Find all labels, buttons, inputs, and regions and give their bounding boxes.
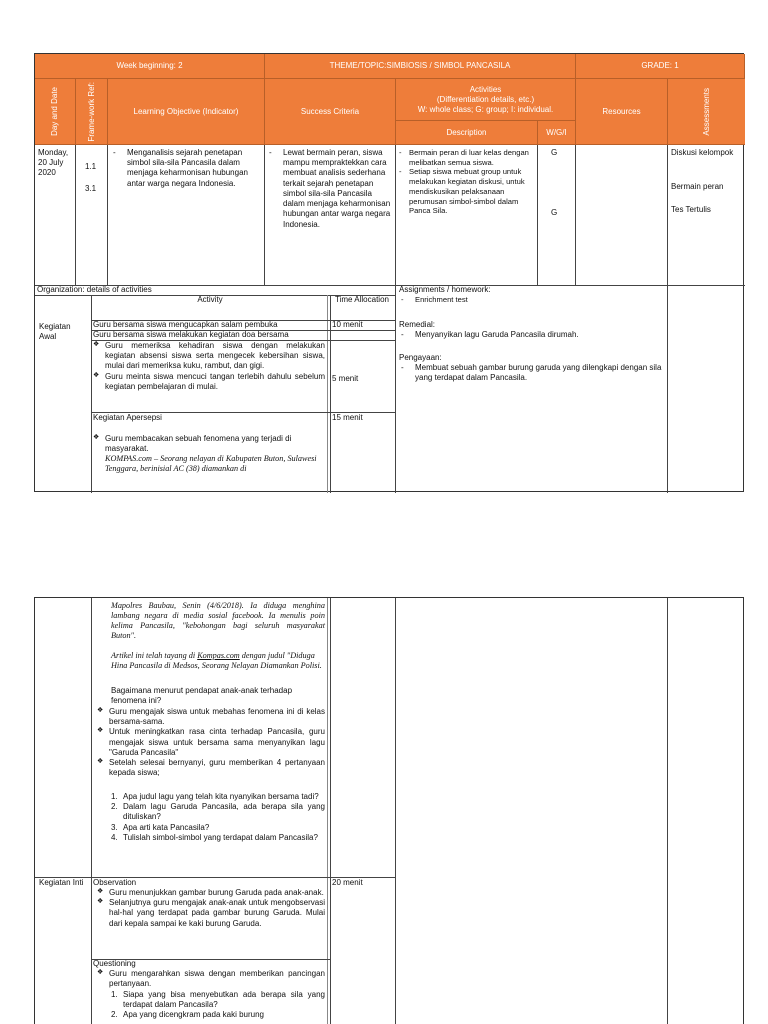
lesson-plan-table-page-1 bbox=[34, 53, 744, 492]
questioning-label: Questioning bbox=[93, 959, 136, 968]
apersepsi-time: 15 menit bbox=[332, 413, 363, 422]
day-date-header bbox=[35, 79, 76, 145]
grade-header bbox=[576, 54, 745, 79]
learning-objective-text: Learning Objective (Indicator) bbox=[133, 106, 239, 116]
assignments-list bbox=[399, 295, 664, 305]
assessment-item-2: Bermain peran bbox=[671, 182, 724, 191]
apersepsi-label: Kegiatan Apersepsi bbox=[93, 413, 162, 422]
kompas-link[interactable]: Kompas.com bbox=[197, 651, 240, 660]
description-header bbox=[396, 121, 538, 145]
observation-time: 20 menit bbox=[332, 878, 363, 887]
song-question-2-text: Dalam lagu Garuda Pancasila, ada berapa sila yang dituliskan? bbox=[123, 802, 325, 822]
framework-ref-1: 1.1 bbox=[85, 162, 97, 171]
remedial-item-1: - Menyanyikan lagu Garuda Pancasila dirumah. bbox=[399, 330, 664, 340]
song-question-4-number: 4. bbox=[111, 832, 118, 842]
news-source-prefix: Artikel ini telah tayang di bbox=[111, 651, 198, 660]
news-excerpt-2: Mapolres Baubau, Senin (4/6/2018). Ia diduga menghina lambang negara di media sosial facebook. Ia menulis poin kelima Pancasila, "kebohongan bagi seluruh masyarakat Buton". bbox=[111, 601, 325, 640]
activities-sub2: W: whole class; G: group; I: individual. bbox=[417, 104, 554, 114]
week-beginning-text: Week beginning: 2 bbox=[116, 61, 183, 70]
song-question-2 bbox=[109, 802, 325, 822]
framework-text: Frame-work Ref: bbox=[86, 81, 96, 142]
activity-column-header: Activity bbox=[197, 295, 223, 304]
observation-item-2: ❖ Selanjutnya guru mengajak anak-anak untuk mengobservasi hal-hal yang terdapat pada gambar burung Garuda. Mulai dari kepala sampai ke kaki burung Garuda. bbox=[97, 898, 325, 929]
assignments-title: Assignments / homework: bbox=[399, 285, 491, 294]
song-question-3-number: 3. bbox=[111, 822, 118, 832]
week-beginning-header bbox=[35, 54, 265, 79]
resources-text: Resources bbox=[602, 106, 641, 116]
grade-text: GRADE: 1 bbox=[641, 61, 679, 70]
song-question-1 bbox=[109, 792, 325, 802]
questioning-sub-1 bbox=[109, 990, 325, 1010]
activity-absensi-time: 5 menit bbox=[332, 374, 359, 383]
song-question-3 bbox=[109, 823, 325, 833]
time-column-header: Time Allocation bbox=[335, 295, 389, 304]
questioning-sub-1-number: 1. bbox=[111, 990, 118, 999]
step-beri-pertanyaan: ❖ Setelah selesai bernyanyi, guru memberikan 4 pertanyaan kepada siswa; bbox=[97, 758, 325, 778]
observation-label: Observation bbox=[93, 878, 137, 887]
assessment-item-3: Tes Tertulis bbox=[671, 205, 711, 214]
learning-objective-list bbox=[111, 148, 261, 189]
theme-header bbox=[265, 54, 576, 79]
success-criteria-text: Success Criteria bbox=[300, 106, 360, 116]
description-text: Description bbox=[446, 127, 487, 137]
wgi-header bbox=[538, 121, 576, 145]
activity-absensi-list bbox=[93, 341, 325, 392]
day-date-text: Day and Date bbox=[50, 87, 59, 136]
activity-fenomena: ❖ Guru membacakan sebuah fenomena yang terjadi di masyarakat. bbox=[93, 434, 325, 454]
song-question-2-number: 2. bbox=[111, 802, 118, 812]
questioning-sub-2-text: Apa yang dicengkram pada kaki burung bbox=[123, 1010, 264, 1020]
kegiatan-inti-label: Kegiatan Inti bbox=[39, 878, 84, 887]
step-nyanyi-lagu: ❖ Untuk meningkatkan rasa cinta terhadap Pancasila, guru mengajak siswa untuk bersama sama menyanyikan lagu "Garuda Pancasila" bbox=[97, 727, 325, 758]
questioning-item-1: ❖ Guru mengarahkan siswa dengan memberikan pancingan pertanyaan. bbox=[97, 969, 325, 989]
news-excerpt-1: KOMPAS.com – Seorang nelayan di Kabupaten Buton, Sulawesi Tenggara, berinisial AC (38) diamankan di bbox=[105, 454, 317, 473]
activity-cuci-tangan: ❖ Guru meinta siswa mencuci tangan terlebih dahulu sebelum kegiatan pembelajaran di mulai. bbox=[93, 372, 325, 392]
questioning-sub-2 bbox=[109, 1010, 325, 1020]
activity-salam-time: 10 menit bbox=[332, 320, 363, 329]
apersepsi-list bbox=[93, 434, 325, 454]
organization-title: Organization: details of activities bbox=[37, 285, 152, 294]
news-source-suffix: dengan judul "Diduga Hina Pancasila di Medsos, Seorang Nelayan Diamankan Polisi. bbox=[111, 651, 322, 670]
pengayaan-list bbox=[399, 363, 664, 383]
pengayaan-title: Pengayaan: bbox=[399, 353, 442, 362]
observation-item-1: ❖ Guru menunjukkan gambar burung Garuda pada anak-anak. bbox=[97, 888, 325, 898]
assessments-header bbox=[668, 79, 745, 145]
learning-objective-header bbox=[108, 79, 265, 145]
song-questions-list bbox=[109, 792, 325, 843]
kegiatan-awal-label: Kegiatan Awal bbox=[39, 322, 71, 342]
activity-description-list bbox=[397, 148, 537, 216]
success-criteria-item: - Lewat bermain peran, siswa mampu mempraktekkan cara membuat analisis sederhana terkait sejarah penetapan simbol sila-sila Pancasila dalam menjaga keharmonisan hubungan antar warga negara Indonesia. bbox=[267, 148, 393, 230]
questioning-sub-1-text: Siapa yang bisa menyebutkan ada berapa sila yang terdapat dalam Pancasila? bbox=[123, 990, 325, 1010]
framework-header bbox=[76, 79, 108, 145]
wgi-value-1: G bbox=[551, 148, 558, 157]
song-question-1-number: 1. bbox=[111, 792, 118, 801]
lesson-plan-table-page-2 bbox=[34, 597, 744, 1024]
activities-title: Activities bbox=[469, 84, 502, 94]
assessment-item-1: Diskusi kelompok bbox=[671, 148, 734, 157]
observation-list bbox=[97, 888, 325, 929]
teacher-question: Bagaimana menurut pendapat anak-anak terhadap fenomena ini? bbox=[111, 686, 293, 706]
activities-sub1: (Differentiation details, etc.) bbox=[436, 94, 535, 104]
activity-absensi: ❖ Guru memeriksa kehadiran siswa dengan melakukan kegiatan absensi siswa serta mengecek kebersihan siswa, mulai dari memeriksa kuku, rambut, dan gigi. bbox=[93, 341, 325, 372]
activities-header bbox=[396, 79, 576, 121]
framework-ref-2: 3.1 bbox=[85, 184, 97, 193]
assessments-text: Assessments bbox=[701, 87, 711, 136]
assignment-item-1: - Enrichment test bbox=[399, 295, 664, 305]
activity-description-item-2: - Setiap siswa mebuat group untuk melakukan kegiatan diskusi, untuk mendiskusikan pelaksanaan perumusan simbol-simbol dalam Panca Sila. bbox=[397, 167, 537, 216]
song-question-3-text: Apa arti kata Pancasila? bbox=[123, 822, 210, 832]
theme-text: THEME/TOPIC:SIMBIOSIS / SIMBOL PANCASILA bbox=[329, 61, 511, 70]
apersepsi-steps-list bbox=[97, 707, 325, 779]
pengayaan-item-1: - Membuat sebuah gambar burung garuda yang dilengkapi dengan sila yang terdapat dalam Pancasila. bbox=[399, 363, 664, 383]
step-bahas-fenomena: ❖ Guru mengajak siswa untuk mebahas fenomena ini di kelas bersama-sama. bbox=[97, 707, 325, 727]
song-question-4 bbox=[109, 833, 325, 843]
activity-description-item-1: - Bermain peran di luar kelas dengan melibatkan semua siswa. bbox=[397, 148, 537, 167]
lesson-date: Monday, 20 July 2020 bbox=[38, 148, 69, 178]
success-criteria-header bbox=[265, 79, 396, 145]
learning-objective-item: - Menganalisis sejarah penetapan simbol sila-sila Pancasila dalam menjaga keharmonisan hubungan antar warga negara Indonesia. bbox=[111, 148, 261, 189]
activity-doa: Guru bersama siswa melakukan kegiatan doa bersama bbox=[93, 330, 289, 339]
questioning-sub-2-number: 2. bbox=[111, 1010, 118, 1020]
wgi-text: W/G/I bbox=[546, 127, 567, 137]
song-question-1-text: Apa judul lagu yang telah kita nyanyikan bersama tadi? bbox=[123, 792, 319, 801]
success-criteria-list bbox=[267, 148, 393, 230]
remedial-list bbox=[399, 330, 664, 340]
wgi-value-2: G bbox=[551, 208, 558, 217]
song-question-4-text: Tulislah simbol-simbol yang terdapat dalam Pancasila? bbox=[123, 832, 318, 842]
resources-header bbox=[576, 79, 668, 145]
questioning-sub-list bbox=[109, 990, 325, 1021]
news-excerpt-3 bbox=[111, 651, 325, 671]
remedial-title: Remedial: bbox=[399, 320, 436, 329]
questioning-list bbox=[97, 969, 325, 989]
activity-salam: Guru bersama siswa mengucapkan salam pembuka bbox=[93, 320, 278, 329]
